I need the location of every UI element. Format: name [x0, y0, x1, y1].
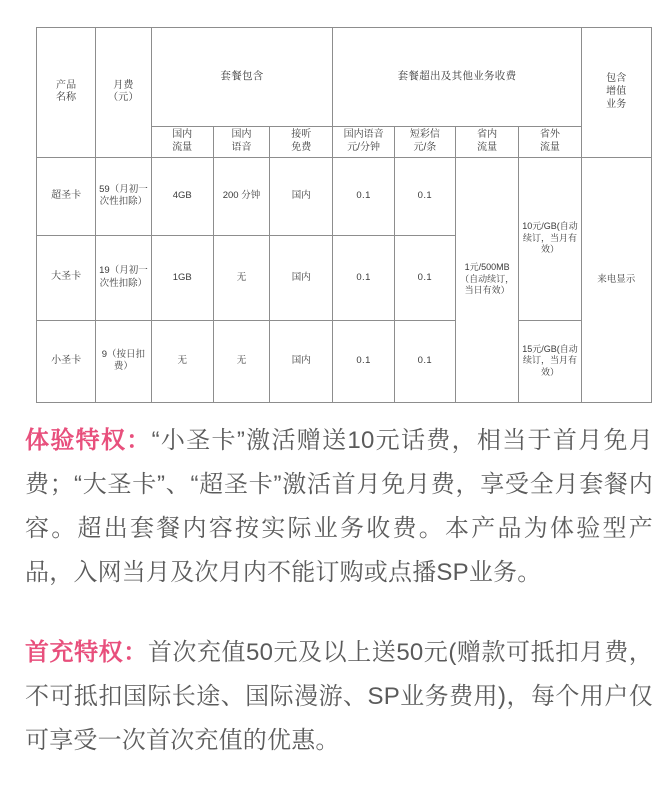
table-row	[37, 157, 652, 235]
row-1-monthly-fee: 19（月初一次性扣除）	[96, 235, 151, 320]
header-voice-rate-line2: 元/分钟	[347, 141, 380, 153]
note-first-recharge-privilege	[25, 631, 653, 763]
row-0-domestic-data: 4GB	[151, 157, 213, 235]
row-1-domestic-data: 1GB	[151, 235, 213, 320]
header-value-added-services	[581, 28, 651, 158]
row-2-voice-rate: 0.1	[333, 320, 394, 402]
row-1-sms-rate: 0.1	[394, 235, 455, 320]
row-2-domestic-data: 无	[151, 320, 213, 402]
header-out-province-data	[519, 127, 581, 158]
row-2-sms-rate: 0.1	[394, 320, 455, 402]
header-monthly-fee	[96, 28, 151, 158]
row-2-domestic-voice: 无	[213, 320, 269, 402]
note-trial-privilege	[25, 419, 653, 595]
row-2-product-name: 小圣卡	[37, 320, 96, 402]
header-monthly-fee-line2: （元）	[108, 92, 139, 104]
header-sms-rate-line2: 元/条	[413, 141, 437, 153]
header-sms-rate-line1: 短彩信	[409, 129, 440, 140]
tariff-table-container	[36, 27, 652, 403]
row-2-incoming-free: 国内	[270, 320, 333, 402]
row-0-incoming-free: 国内	[270, 157, 333, 235]
header-province-data-line1: 省内	[477, 129, 498, 140]
row-1-incoming-free: 国内	[270, 235, 333, 320]
header-domestic-data	[151, 127, 213, 158]
header-province-data	[456, 127, 519, 158]
table-header-row-1	[37, 28, 652, 127]
note-trial-privilege-body: “小圣卡”激活赠送10元话费，相当于首月免月费；“大圣卡”、“超圣卡”激活首月免月费，享受全月套餐内容。超出套餐内容按实际业务收费。本产品为体验型产品，入网当月及次月内不能订购或点播SP业务。	[25, 427, 653, 586]
table-row	[37, 320, 652, 402]
header-domestic-voice-line1: 国内	[231, 129, 252, 140]
header-incoming-free	[270, 127, 333, 158]
row-1-product-name: 大圣卡	[37, 235, 96, 320]
header-domestic-voice-line2: 语音	[231, 141, 252, 153]
header-out-province-data-line1: 省外	[539, 129, 560, 140]
header-value-added-line1: 包含	[606, 73, 627, 85]
header-sms-rate	[394, 127, 455, 158]
row-1-voice-rate: 0.1	[333, 235, 394, 320]
header-out-province-data-line2: 流量	[539, 141, 560, 153]
row-1-domestic-voice: 无	[213, 235, 269, 320]
tariff-table	[36, 27, 652, 403]
header-group-overage-charges: 套餐超出及其他业务收费	[333, 28, 581, 127]
header-monthly-fee-line1: 月费	[113, 79, 134, 91]
row-0-product-name: 超圣卡	[37, 157, 96, 235]
header-voice-rate-line1: 国内语音	[343, 129, 384, 140]
merged-province-data: 1元/500MB（自动续订，当日有效）	[456, 157, 519, 402]
header-incoming-free-line1: 接听	[291, 129, 312, 140]
note-first-recharge-privilege-label: 首充特权：	[25, 639, 148, 666]
header-incoming-free-line2: 免费	[291, 141, 312, 153]
header-group-package-includes: 套餐包含	[151, 28, 333, 127]
merged-value-added-service: 来电显示	[581, 157, 651, 402]
header-value-added-line3: 业务	[606, 98, 627, 110]
row-0-sms-rate: 0.1	[394, 157, 455, 235]
header-voice-rate	[333, 127, 394, 158]
merged-out-province-data-top: 10元/GB(自动续订，当月有效）	[519, 157, 581, 320]
row-0-voice-rate: 0.1	[333, 157, 394, 235]
header-province-data-line2: 流量	[477, 141, 498, 153]
header-product-name-line2: 名称	[55, 92, 77, 104]
header-domestic-data-line1: 国内	[172, 129, 193, 140]
row-2-monthly-fee: 9（按日扣费）	[96, 320, 151, 402]
note-first-recharge-privilege-body: 首次充值50元及以上送50元(赠款可抵扣月费，不可抵扣国际长途、国际漫游、SP业务费用)，每个用户仅可享受一次首次充值的优惠。	[25, 639, 654, 754]
notes-section	[25, 395, 653, 787]
header-product-name	[37, 28, 96, 158]
row-0-domestic-voice: 200 分钟	[213, 157, 269, 235]
header-product-name-line1: 产品	[55, 79, 77, 91]
note-trial-privilege-label: 体验特权：	[25, 427, 152, 454]
header-domestic-voice	[213, 127, 269, 158]
header-domestic-data-line2: 流量	[172, 141, 193, 153]
merged-out-province-data-bottom: 15元/GB(自动续订，当月有效）	[519, 320, 581, 402]
header-value-added-line2: 增值	[606, 85, 627, 97]
row-0-monthly-fee: 59（月初一次性扣除）	[96, 157, 151, 235]
